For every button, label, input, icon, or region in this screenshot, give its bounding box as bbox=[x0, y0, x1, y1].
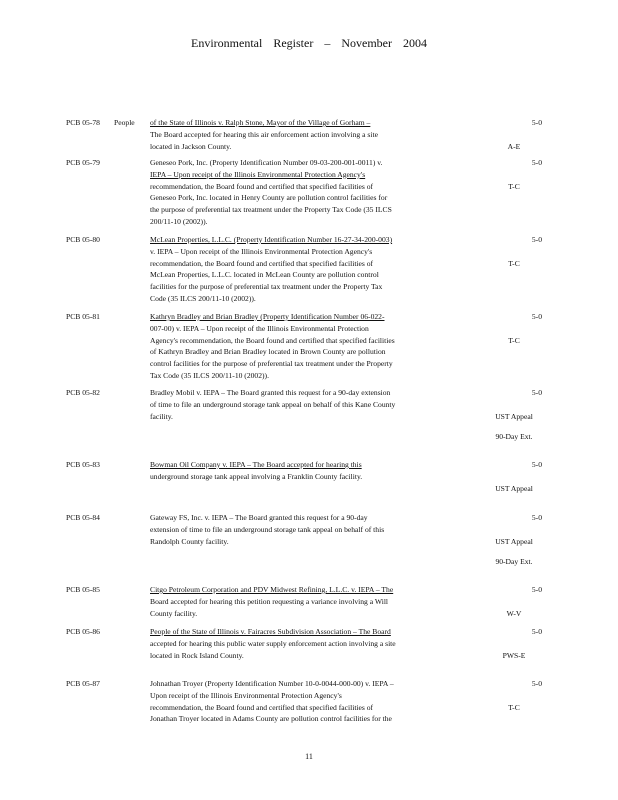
entry-line: Gateway FS, Inc. v. IEPA – The Board granted this request for a 90-day bbox=[150, 513, 368, 522]
case-number: PCB 05-85 bbox=[66, 585, 100, 594]
entry-text bbox=[150, 387, 472, 422]
category-code: 90-Day Ext. bbox=[495, 556, 533, 566]
category-code: T-C bbox=[508, 702, 520, 712]
vote-count: 5-0 bbox=[531, 388, 542, 397]
vote-count: 5-0 bbox=[531, 158, 542, 167]
entry-line: Upon receipt of the Illinois Environmental Protection Agency's bbox=[150, 690, 342, 700]
vote-count: 5-0 bbox=[531, 679, 542, 688]
entry-line: Randolph County facility. bbox=[150, 536, 229, 546]
category-code: T-C bbox=[508, 181, 520, 191]
case-number: PCB 05-84 bbox=[66, 513, 100, 522]
entry-line: Board accepted for hearing this petition requesting a variance involving a Will bbox=[150, 596, 389, 606]
entry-line: control facilities for the purpose of preferential tax treatment under the Property bbox=[150, 359, 393, 369]
entry-line: Kathryn Bradley and Brian Bradley (Property Identification Number 06-022- bbox=[150, 312, 385, 321]
entry-line: Geneseo Pork, Inc. (Property Identification Number 09-03-200-001-0011) v. bbox=[150, 158, 383, 167]
entry-line: of the State of Illinois v. Ralph Stone, Mayor of the Village of Gorham – bbox=[150, 118, 371, 127]
vote-count: 5-0 bbox=[531, 585, 542, 594]
vote-count: 5-0 bbox=[531, 235, 542, 244]
entry-line: Geneseo Pork, Inc. located in Henry County are pollution control facilities for bbox=[150, 193, 388, 203]
entry-text bbox=[150, 512, 472, 547]
entry-line: accepted for hearing this public water supply enforcement action involving a site bbox=[150, 638, 396, 648]
case-lead-word: People bbox=[114, 118, 135, 127]
entry-line: recommendation, the Board found and certified that specified facilities of bbox=[150, 258, 374, 268]
entry-line: The Board accepted for hearing this air enforcement action involving a site bbox=[150, 129, 378, 139]
case-number: PCB 05-83 bbox=[66, 460, 100, 469]
entry-line: Citgo Petroleum Corporation and PDV Midwest Refining, L.L.C. v. IEPA – The bbox=[150, 585, 394, 594]
entry-text bbox=[150, 157, 472, 228]
vote-column bbox=[472, 234, 542, 270]
entry-line: Agency's recommendation, the Board found and certified that specified facilities bbox=[150, 335, 395, 345]
entry-line: Bowman Oil Company v. IEPA – The Board accepted for hearing this bbox=[150, 460, 362, 469]
vote-column bbox=[472, 678, 542, 714]
entry-line: underground storage tank appeal involving a Franklin County facility. bbox=[150, 471, 363, 481]
vote-count: 5-0 bbox=[531, 312, 542, 321]
case-number: PCB 05-79 bbox=[66, 158, 100, 167]
entry-line: recommendation, the Board found and certified that specified facilities of bbox=[150, 181, 374, 191]
vote-count: 5-0 bbox=[531, 627, 542, 636]
entry-line: Tax Code (35 ILCS 200/11-10 (2002)). bbox=[150, 370, 269, 380]
vote-column bbox=[472, 157, 542, 193]
category-code: PWS-E bbox=[502, 650, 526, 660]
entry-line: recommendation, the Board found and certified that specified facilities of bbox=[150, 702, 374, 712]
vote-column bbox=[472, 584, 542, 620]
entry-line: McLean Properties, L.L.C. (Property Identification Number 16-27-34-200-003) bbox=[150, 235, 393, 244]
category-code: W-V bbox=[506, 608, 522, 618]
vote-column bbox=[472, 311, 542, 347]
entry-line: County facility. bbox=[150, 608, 198, 618]
entry-line: located in Rock Island County. bbox=[150, 650, 244, 660]
entry-line: Johnathan Troyer (Property Identification Number 10-0-0044-000-00) v. IEPA – bbox=[150, 679, 394, 688]
entry-text bbox=[150, 234, 472, 305]
entry-line: Code (35 ILCS 200/11-10 (2002)). bbox=[150, 293, 256, 303]
entry-line: Bradley Mobil v. IEPA – The Board granted this request for a 90-day extension bbox=[150, 388, 391, 397]
entry-line: 200/11-10 (2002)). bbox=[150, 216, 208, 226]
case-number: PCB 05-87 bbox=[66, 679, 100, 688]
entry-line: of Kathryn Bradley and Brian Bradley located in Brown County are pollution bbox=[150, 347, 386, 357]
category-code: UST Appeal bbox=[495, 483, 533, 493]
vote-count: 5-0 bbox=[531, 513, 542, 522]
category-code: UST Appeal bbox=[495, 536, 533, 546]
entry-line: v. IEPA – Upon receipt of the Illinois Environmental Protection Agency's bbox=[150, 246, 373, 256]
case-number: PCB 05-80 bbox=[66, 235, 100, 244]
vote-column bbox=[472, 459, 542, 495]
vote-count: 5-0 bbox=[531, 118, 542, 127]
entry-text bbox=[150, 311, 472, 382]
category-code: UST Appeal bbox=[495, 411, 533, 421]
vote-column bbox=[472, 626, 542, 662]
case-number: PCB 05-86 bbox=[66, 627, 100, 636]
category-code: 90-Day Ext. bbox=[495, 431, 533, 441]
entry-text bbox=[150, 584, 472, 619]
page-number: 11 bbox=[305, 752, 313, 761]
vote-count: 5-0 bbox=[531, 460, 542, 469]
entry-line: Jonathan Troyer located in Adams County are pollution control facilities for the bbox=[150, 714, 392, 724]
entry-line: 007-00) v. IEPA – Upon receipt of the Illinois Environmental Protection bbox=[150, 323, 369, 333]
entry-line: of time to file an underground storage tank appeal on behalf of this Kane County bbox=[150, 399, 396, 409]
category-code: T-C bbox=[508, 258, 520, 268]
entry-line: extension of time to file an underground storage tank appeal on behalf of this bbox=[150, 524, 385, 534]
entry-line: IEPA – Upon receipt of the Illinois Environmental Protection Agency's bbox=[150, 169, 366, 179]
entry-text bbox=[150, 626, 472, 661]
case-number: PCB 05-78 bbox=[66, 118, 100, 127]
entry-line: facility. bbox=[150, 411, 173, 421]
vote-column bbox=[472, 387, 542, 442]
entry-text bbox=[150, 459, 472, 483]
case-number: PCB 05-81 bbox=[66, 312, 100, 321]
vote-column bbox=[472, 117, 542, 153]
entry-text bbox=[150, 678, 472, 725]
entry-line: located in Jackson County. bbox=[150, 141, 232, 151]
category-code: T-C bbox=[508, 335, 520, 345]
vote-column bbox=[472, 512, 542, 567]
page-header: Environmental Register – November 2004 bbox=[191, 36, 427, 50]
entry-line: the purpose of preferential tax treatment under the Property Tax Code (35 ILCS bbox=[150, 205, 392, 215]
entry-line: People of the State of Illinois v. Fairacres Subdivision Association – The Board bbox=[150, 627, 391, 636]
category-code: A-E bbox=[507, 141, 521, 151]
case-number: PCB 05-82 bbox=[66, 388, 100, 397]
entry-line: McLean Properties, L.L.C. located in McLean County are pollution control bbox=[150, 270, 379, 280]
entry-line: facilities for the purpose of preferential tax treatment under the Property Tax bbox=[150, 282, 383, 292]
entry-text bbox=[150, 117, 472, 152]
